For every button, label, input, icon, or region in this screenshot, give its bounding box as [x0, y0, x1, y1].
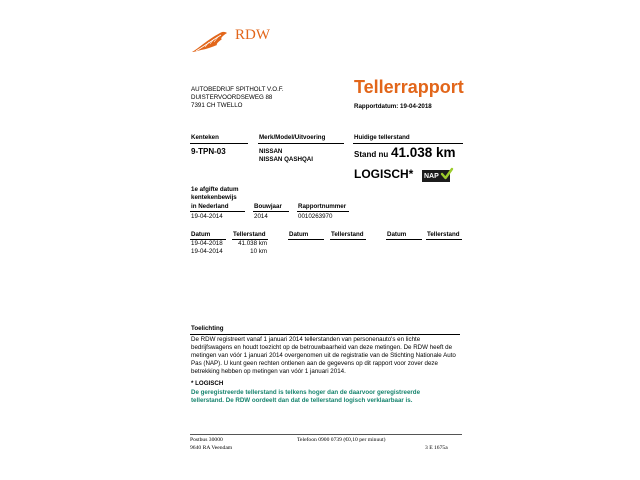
garage-city: 7391 CH TWELLO [191, 102, 243, 109]
model-label: Merk/Model/Uitvoering [259, 134, 326, 141]
history-header-date: Datum [289, 231, 309, 238]
divider [190, 211, 245, 212]
history-header-stand: Tellerstand [233, 231, 266, 238]
year-label: Bouwjaar [254, 203, 282, 210]
divider [330, 239, 366, 240]
logisch-note-line: De geregistreerde tellerstand is telkens hoger dan de daarvoor geregistreerde [191, 389, 421, 396]
report-date: Rapportdatum: 19-04-2018 [354, 103, 432, 110]
history-header-date: Datum [387, 231, 407, 238]
history-stand: 41.038 km [238, 240, 267, 247]
stand-value: 41.038 km [391, 145, 456, 160]
plate-label: Kenteken [191, 134, 219, 141]
explanation-line: betrekking hebben op metingen van vóór 1 januari 2014. [191, 368, 346, 375]
garage-street: DUISTERVOORDSEWEG 88 [191, 94, 273, 101]
divider [288, 239, 324, 240]
verdict-text: LOGISCH* [354, 167, 414, 181]
first-reg-value: 19-04-2014 [191, 213, 223, 220]
explanation-line: metingen van vóór 1 januari 2014 overgenomen uit de registratie van de Stichting Nationale Auto [191, 352, 456, 359]
explanation-line: Pas (NAP). U kunt geen rechten ontlenen aan de gegevens op dit rapport voor zover deze [191, 360, 438, 367]
footer-code: 3 E 1675a [425, 445, 448, 451]
divider [297, 211, 349, 212]
footer-postbus: Postbus 30000 [190, 437, 223, 443]
logisch-note-title: * LOGISCH [191, 380, 224, 387]
first-reg-label-3: in Nederland [191, 203, 229, 210]
divider [258, 143, 344, 144]
first-reg-label-2: kentekenbewijs [191, 194, 237, 201]
garage-name: AUTOBEDRIJF SPITHOLT V.O.F. [191, 86, 284, 93]
rdw-logo-text: RDW [235, 27, 270, 43]
page-title: Tellerrapport [354, 77, 464, 97]
divider [190, 334, 460, 335]
logisch-note-line: tellerstand. De RDW oordeelt dan dat de tellerstand logisch verklaarbaar is. [191, 397, 413, 404]
model-line-1: NISSAN [259, 148, 283, 155]
history-date: 19-04-2014 [191, 248, 223, 255]
history-header-stand: Tellerstand [427, 231, 460, 238]
report-number-value: 0010263970 [298, 213, 333, 220]
year-value: 2014 [254, 213, 268, 220]
explanation-heading: Toelichting [191, 325, 224, 332]
divider [253, 211, 289, 212]
divider [386, 239, 422, 240]
current-stand-label: Huidige tellerstand [354, 134, 410, 141]
divider [190, 143, 248, 144]
nap-label: NAP [424, 172, 439, 180]
report-number-label: Rapportnummer [298, 203, 347, 210]
history-header-stand: Tellerstand [331, 231, 364, 238]
explanation-line: De RDW registreert vanaf 1 januari 2014 tellerstanden van personenauto's en lichte [191, 336, 421, 343]
footer-city: 9640 RA Veendam [190, 445, 233, 451]
stand-prefix: Stand nu [354, 150, 389, 159]
explanation-line: bedrijfswagens en houdt toezicht op de betrouwbaarheid van deze metingen. De RDW heeft de [191, 344, 453, 351]
history-date: 19-04-2018 [191, 240, 223, 247]
divider [353, 143, 463, 144]
footer-phone: Telefoon 0900 0739 (€0,10 per minuut) [297, 437, 386, 443]
divider [426, 239, 462, 240]
checkmark-icon [440, 167, 454, 181]
footer-divider [190, 434, 462, 435]
history-header-date: Datum [191, 231, 211, 238]
model-line-2: NISSAN QASHQAI [259, 156, 313, 163]
first-reg-label-1: 1e afgifte datum [191, 186, 239, 193]
history-stand: 10 km [250, 248, 267, 255]
plate-value: 9-TPN-03 [191, 147, 226, 156]
rdw-feather-icon [191, 30, 229, 54]
